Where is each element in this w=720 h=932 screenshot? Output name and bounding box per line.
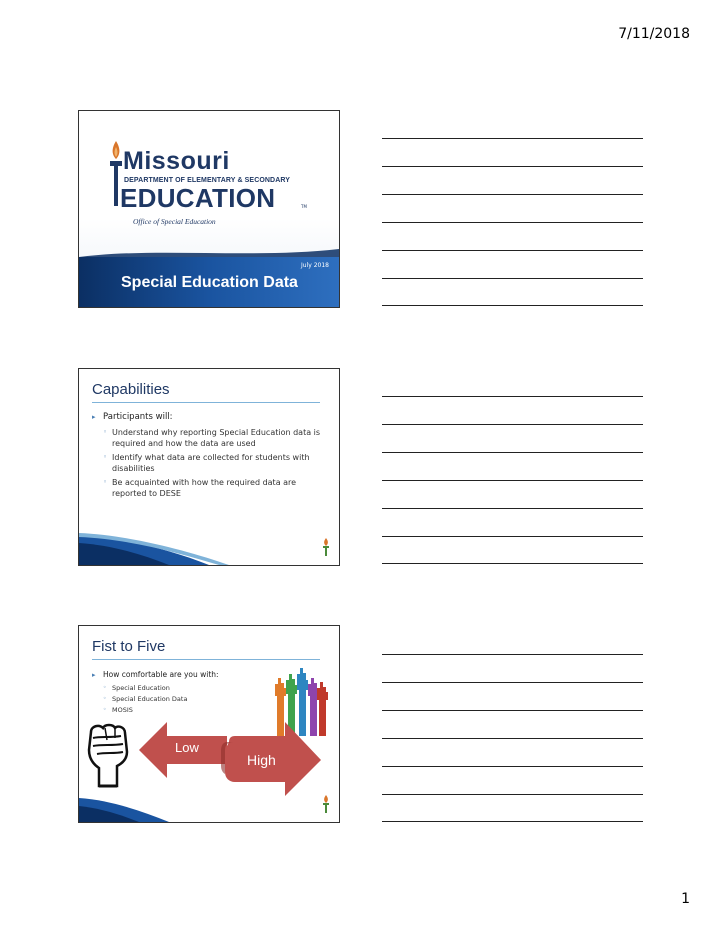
slide-date: July 2018 xyxy=(301,262,329,269)
office-name: Office of Special Education xyxy=(133,217,216,226)
notes-line xyxy=(382,138,643,139)
title-rule xyxy=(92,402,320,403)
slide-3-fist-to-five xyxy=(78,625,340,823)
notes-line xyxy=(382,278,643,279)
sub-bullet-text: Understand why reporting Special Education data is required and how the data are used xyxy=(112,428,321,448)
corner-wave xyxy=(79,792,339,822)
logo-department: DEPARTMENT OF ELEMENTARY & SECONDARY xyxy=(124,177,291,184)
notes-line xyxy=(382,194,643,195)
sub-bullet-icon: ◦ xyxy=(103,684,107,691)
notes-line xyxy=(382,480,643,481)
slide-1-title xyxy=(78,110,340,308)
notes-line xyxy=(382,563,643,564)
slide-title: Capabilities xyxy=(92,381,170,398)
notes-line xyxy=(382,738,643,739)
sub-bullet-icon: ◦ xyxy=(103,478,108,486)
sub-bullet-icon: ◦ xyxy=(103,706,107,713)
arrow-low-label: Low xyxy=(175,740,199,755)
sub-bullet-text: Identify what data are collected for students with disabilities xyxy=(112,453,310,473)
bullet-arrow-icon: ▸ xyxy=(92,671,96,679)
notes-line xyxy=(382,536,643,537)
sub-bullet-icon: ◦ xyxy=(103,428,108,436)
slide-title: Fist to Five xyxy=(92,638,166,655)
notes-line xyxy=(382,250,643,251)
notes-line xyxy=(382,166,643,167)
sub-bullet-text: Special Education Data xyxy=(112,695,188,703)
sub-bullet-icon: ◦ xyxy=(103,453,108,461)
arrow-high-label: High xyxy=(247,752,276,768)
bullet-text: Participants will: xyxy=(103,412,173,422)
notes-line xyxy=(382,682,643,683)
page-date: 7/11/2018 xyxy=(618,26,690,42)
notes-line xyxy=(382,821,643,822)
notes-line xyxy=(382,396,643,397)
notes-line xyxy=(382,424,643,425)
slide-title: Special Education Data xyxy=(121,274,298,291)
notes-line xyxy=(382,305,643,306)
torch-icon xyxy=(322,537,330,557)
sub-bullet-text: MOSIS xyxy=(112,706,133,714)
notes-line xyxy=(382,452,643,453)
logo-education: EDUCATION xyxy=(120,183,276,213)
notes-line xyxy=(382,508,643,509)
notes-line xyxy=(382,710,643,711)
trademark: TM xyxy=(301,204,307,209)
notes-line xyxy=(382,654,643,655)
page-number: 1 xyxy=(681,891,690,907)
sub-bullet-icon: ◦ xyxy=(103,695,107,702)
bullet-text: How comfortable are you with: xyxy=(103,670,219,679)
sub-bullet-text: Special Education xyxy=(112,684,170,692)
bullet-arrow-icon: ▸ xyxy=(92,413,96,421)
logo-missouri: Missouri xyxy=(123,147,230,175)
notes-line xyxy=(382,766,643,767)
notes-line xyxy=(382,222,643,223)
sub-bullet-text: Be acquainted with how the required data are reported to DESE xyxy=(112,478,297,498)
notes-line xyxy=(382,794,643,795)
torch-icon xyxy=(322,794,330,814)
corner-wave xyxy=(79,525,339,565)
slide-2-capabilities xyxy=(78,368,340,566)
